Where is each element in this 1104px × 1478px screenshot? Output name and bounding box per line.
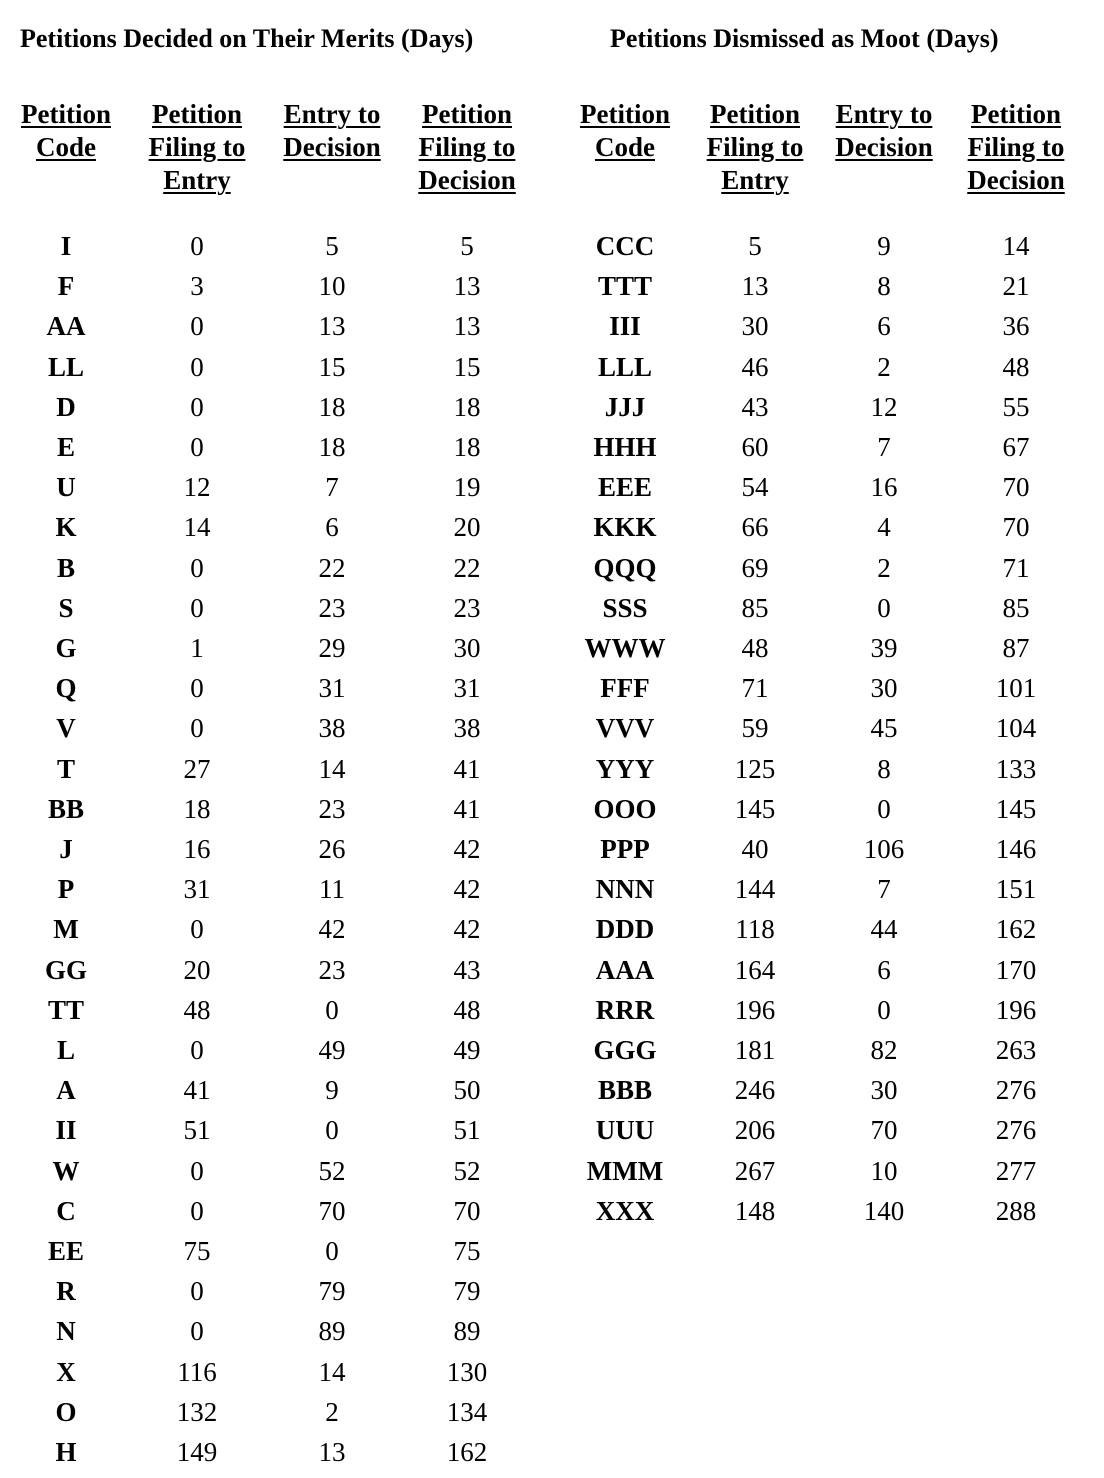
petition-code-cell: JJJ <box>604 391 646 422</box>
days-cell: 43 <box>741 391 769 422</box>
petition-code-cell: LLL <box>597 351 653 382</box>
table-row <box>560 789 1084 829</box>
days-cell: 0 <box>190 432 204 463</box>
days-cell: 66 <box>741 512 769 543</box>
petition-code-cell: AA <box>46 311 86 342</box>
table-row <box>560 990 1084 1030</box>
days-cell: 0 <box>190 1316 204 1347</box>
petition-code-cell: DDD <box>595 914 655 945</box>
table-row <box>560 1110 1084 1150</box>
days-cell: 69 <box>741 552 769 583</box>
table-row <box>560 507 1084 547</box>
days-cell: 0 <box>190 713 204 744</box>
days-cell: 51 <box>183 1115 211 1146</box>
days-cell: 0 <box>190 231 204 261</box>
days-cell: 7 <box>877 874 891 905</box>
petition-code-cell: P <box>57 874 75 905</box>
days-cell: 15 <box>318 351 346 382</box>
days-cell: 60 <box>741 432 769 463</box>
petition-code-cell: K <box>55 512 77 543</box>
table-row <box>560 1030 1084 1070</box>
petition-code-cell: E <box>56 432 75 463</box>
petition-code-cell: B <box>56 552 75 583</box>
table-row <box>0 588 532 628</box>
days-cell: 146 <box>995 834 1037 865</box>
days-cell: 0 <box>190 391 204 422</box>
petition-code-cell: J <box>59 834 73 865</box>
days-cell: 2 <box>877 351 891 382</box>
petition-code-cell: SSS <box>602 592 648 623</box>
days-cell: 14 <box>318 1356 346 1387</box>
table-row <box>560 950 1084 990</box>
table-row <box>560 829 1084 869</box>
petition-code-cell: BB <box>47 793 85 824</box>
merits-header-code: Petition Code <box>21 99 111 162</box>
table-row <box>0 548 532 588</box>
days-cell: 48 <box>183 994 211 1025</box>
days-cell: 38 <box>453 713 481 744</box>
table-row <box>560 548 1084 588</box>
petition-code-cell: LL <box>47 351 85 382</box>
days-cell: 13 <box>741 271 769 302</box>
days-cell: 23 <box>318 793 346 824</box>
days-cell: 75 <box>183 1236 211 1267</box>
days-cell: 277 <box>995 1155 1037 1186</box>
days-cell: 0 <box>190 311 204 342</box>
days-cell: 27 <box>183 753 211 784</box>
days-cell: 0 <box>190 1035 204 1066</box>
days-cell: 134 <box>446 1396 488 1427</box>
petition-code-cell: S <box>58 592 74 623</box>
petition-code-cell: YYY <box>595 753 655 784</box>
table-row <box>560 226 1084 266</box>
table-row <box>0 427 532 467</box>
days-cell: 9 <box>877 231 891 261</box>
petition-code-cell: I <box>60 231 72 261</box>
days-cell: 23 <box>453 592 481 623</box>
days-cell: 42 <box>453 834 481 865</box>
table-row <box>0 829 532 869</box>
days-cell: 46 <box>741 351 769 382</box>
days-cell: 13 <box>318 1437 346 1468</box>
petition-code-cell: OOO <box>593 793 657 824</box>
petition-code-cell: L <box>56 1035 75 1066</box>
days-cell: 162 <box>446 1437 488 1468</box>
days-cell: 8 <box>877 753 891 784</box>
days-cell: 0 <box>190 914 204 945</box>
days-cell: 30 <box>870 673 898 704</box>
days-cell: 267 <box>734 1155 776 1186</box>
days-cell: 85 <box>1002 592 1030 623</box>
petition-code-cell: GG <box>44 954 87 985</box>
days-cell: 0 <box>325 1115 339 1146</box>
days-cell: 50 <box>453 1075 481 1106</box>
petition-code-cell: NNN <box>595 874 655 905</box>
days-cell: 206 <box>734 1115 776 1146</box>
days-cell: 51 <box>453 1115 481 1146</box>
petition-code-cell: O <box>55 1396 77 1427</box>
days-cell: 116 <box>177 1356 217 1387</box>
table-row <box>560 588 1084 628</box>
petition-code-cell: T <box>56 753 75 784</box>
table-row <box>560 708 1084 748</box>
days-cell: 140 <box>863 1195 905 1226</box>
petition-code-cell: VVV <box>595 713 655 744</box>
days-cell: 75 <box>453 1236 481 1267</box>
days-cell: 70 <box>453 1195 481 1226</box>
days-cell: 31 <box>183 874 211 905</box>
days-cell: 52 <box>453 1155 481 1186</box>
table-row <box>560 467 1084 507</box>
table-row <box>560 749 1084 789</box>
moot-table <box>560 98 1084 1231</box>
days-cell: 5 <box>325 231 339 261</box>
merits-header-filing-to-decision: Petition Filing to Decision <box>418 99 516 195</box>
moot-header-filing-to-entry: Petition Filing to Entry <box>706 99 804 195</box>
days-cell: 31 <box>318 673 346 704</box>
table-row <box>560 387 1084 427</box>
table-row <box>560 266 1084 306</box>
petition-code-cell: PPP <box>600 834 650 865</box>
days-cell: 15 <box>453 351 481 382</box>
table-row <box>0 507 532 547</box>
table-row <box>560 306 1084 346</box>
days-cell: 82 <box>870 1035 898 1066</box>
table-row <box>560 869 1084 909</box>
days-cell: 0 <box>190 1276 204 1307</box>
petition-code-cell: BBB <box>597 1075 653 1106</box>
days-cell: 276 <box>995 1075 1037 1106</box>
days-cell: 246 <box>734 1075 776 1106</box>
days-cell: 19 <box>453 472 481 503</box>
table-row <box>560 1151 1084 1191</box>
days-cell: 41 <box>183 1075 211 1106</box>
days-cell: 0 <box>325 1236 339 1267</box>
days-cell: 181 <box>734 1035 776 1066</box>
table-row <box>0 1231 532 1271</box>
table-row <box>0 909 532 949</box>
petition-code-cell: F <box>57 271 75 302</box>
days-cell: 3 <box>190 271 204 302</box>
petition-code-cell: R <box>56 1276 76 1307</box>
petition-code-cell: H <box>55 1437 77 1468</box>
days-cell: 21 <box>1002 271 1030 302</box>
petition-code-cell: EE <box>47 1236 85 1267</box>
table-row <box>560 347 1084 387</box>
moot-header-code: Petition Code <box>580 99 670 162</box>
days-cell: 288 <box>995 1195 1037 1226</box>
days-cell: 36 <box>1002 311 1030 342</box>
petition-code-cell: II <box>55 1115 77 1146</box>
days-cell: 7 <box>877 432 891 463</box>
days-cell: 89 <box>318 1316 346 1347</box>
days-cell: 9 <box>325 1075 339 1106</box>
table-row <box>0 668 532 708</box>
days-cell: 0 <box>877 592 891 623</box>
petition-code-cell: GGG <box>593 1035 657 1066</box>
days-cell: 18 <box>453 391 481 422</box>
days-cell: 20 <box>183 954 211 985</box>
days-cell: 132 <box>176 1396 218 1427</box>
days-cell: 70 <box>1002 512 1030 543</box>
petition-code-cell: A <box>56 1075 76 1106</box>
days-cell: 48 <box>1002 351 1030 382</box>
petition-code-cell: M <box>53 914 79 945</box>
table-row <box>560 909 1084 949</box>
days-cell: 12 <box>183 472 211 503</box>
table-row <box>560 668 1084 708</box>
days-cell: 31 <box>453 673 481 704</box>
days-cell: 0 <box>190 1195 204 1226</box>
table-row <box>0 226 532 266</box>
table-row <box>0 1271 532 1311</box>
moot-header-entry-to-decision: Entry to Decision <box>835 99 933 162</box>
days-cell: 18 <box>318 391 346 422</box>
merits-title: Petitions Decided on Their Merits (Days) <box>20 24 474 53</box>
table-row <box>0 1432 532 1472</box>
merits-header-entry-to-decision: Entry to Decision <box>283 99 381 162</box>
days-cell: 23 <box>318 592 346 623</box>
days-cell: 10 <box>318 271 346 302</box>
petition-code-cell: V <box>56 713 76 744</box>
days-cell: 70 <box>318 1195 346 1226</box>
petition-code-cell: EEE <box>597 472 653 503</box>
days-cell: 0 <box>877 793 891 824</box>
days-cell: 0 <box>190 552 204 583</box>
petition-code-cell: Q <box>55 673 77 704</box>
days-cell: 23 <box>318 954 346 985</box>
days-cell: 101 <box>995 673 1037 704</box>
petition-code-cell: QQQ <box>593 552 657 583</box>
days-cell: 22 <box>318 552 346 583</box>
days-cell: 162 <box>995 914 1037 945</box>
days-cell: 30 <box>870 1075 898 1106</box>
days-cell: 43 <box>453 954 481 985</box>
moot-body <box>560 226 1084 1231</box>
days-cell: 130 <box>446 1356 488 1387</box>
days-cell: 87 <box>1002 633 1030 664</box>
table-row <box>0 950 532 990</box>
days-cell: 2 <box>877 552 891 583</box>
petition-code-cell: TT <box>47 994 85 1025</box>
days-cell: 70 <box>1002 472 1030 503</box>
days-cell: 12 <box>870 391 898 422</box>
days-cell: 6 <box>877 311 891 342</box>
days-cell: 71 <box>1002 552 1030 583</box>
days-cell: 164 <box>734 954 776 985</box>
moot-title: Petitions Dismissed as Moot (Days) <box>610 24 999 53</box>
days-cell: 59 <box>741 713 769 744</box>
days-cell: 30 <box>453 633 481 664</box>
table-row <box>0 628 532 668</box>
days-cell: 2 <box>325 1396 339 1427</box>
table-row <box>0 749 532 789</box>
days-cell: 52 <box>318 1155 346 1186</box>
petition-code-cell: MMM <box>586 1155 664 1186</box>
days-cell: 40 <box>741 834 769 865</box>
days-cell: 71 <box>741 673 769 704</box>
days-cell: 48 <box>453 994 481 1025</box>
days-cell: 118 <box>735 914 775 945</box>
petition-code-cell: WWW <box>584 633 666 664</box>
petition-code-cell: FFF <box>600 673 650 704</box>
days-cell: 13 <box>453 311 481 342</box>
days-cell: 48 <box>741 633 769 664</box>
table-row <box>0 266 532 306</box>
merits-table <box>0 98 532 1472</box>
days-cell: 22 <box>453 552 481 583</box>
table-row <box>0 1311 532 1351</box>
days-cell: 106 <box>863 834 905 865</box>
merits-header-row <box>0 98 532 226</box>
days-cell: 16 <box>870 472 898 503</box>
days-cell: 79 <box>453 1276 481 1307</box>
petition-code-cell: AAA <box>595 954 655 985</box>
table-row <box>560 1070 1084 1110</box>
days-cell: 10 <box>870 1155 898 1186</box>
table-row <box>0 1392 532 1432</box>
days-cell: 67 <box>1002 432 1030 463</box>
days-cell: 89 <box>453 1316 481 1347</box>
days-cell: 133 <box>995 753 1037 784</box>
days-cell: 14 <box>318 753 346 784</box>
petition-code-cell: C <box>56 1195 76 1226</box>
petition-code-cell: XXX <box>595 1195 655 1226</box>
petition-code-cell: U <box>56 472 76 503</box>
petition-code-cell: UUU <box>595 1115 655 1146</box>
days-cell: 70 <box>870 1115 898 1146</box>
days-cell: 170 <box>995 954 1037 985</box>
table-row <box>0 387 532 427</box>
merits-header-filing-to-entry: Petition Filing to Entry <box>148 99 246 195</box>
days-cell: 148 <box>734 1195 776 1226</box>
table-row <box>0 789 532 829</box>
moot-header-filing-to-decision: Petition Filing to Decision <box>967 99 1065 195</box>
days-cell: 39 <box>870 633 898 664</box>
table-row <box>0 1352 532 1392</box>
days-cell: 0 <box>877 994 891 1025</box>
days-cell: 49 <box>453 1035 481 1066</box>
days-cell: 13 <box>318 311 346 342</box>
petition-code-cell: N <box>56 1316 76 1347</box>
days-cell: 6 <box>325 512 339 543</box>
petition-code-cell: TTT <box>597 271 653 302</box>
table-row <box>0 869 532 909</box>
days-cell: 85 <box>741 592 769 623</box>
petition-code-cell: CCC <box>595 231 655 261</box>
days-cell: 44 <box>870 914 898 945</box>
petition-code-cell: X <box>56 1356 76 1387</box>
table-row <box>560 628 1084 668</box>
table-row <box>560 1191 1084 1231</box>
days-cell: 276 <box>995 1115 1037 1146</box>
table-row <box>0 467 532 507</box>
petition-code-cell: KKK <box>593 512 657 543</box>
days-cell: 144 <box>734 874 776 905</box>
table-row <box>560 427 1084 467</box>
days-cell: 196 <box>734 994 776 1025</box>
days-cell: 42 <box>453 874 481 905</box>
petition-code-cell: D <box>56 391 76 422</box>
days-cell: 29 <box>318 633 346 664</box>
petition-code-cell: G <box>55 633 77 664</box>
days-cell: 41 <box>453 753 481 784</box>
days-cell: 26 <box>318 834 346 865</box>
days-cell: 0 <box>190 351 204 382</box>
days-cell: 45 <box>870 713 898 744</box>
days-cell: 54 <box>741 472 769 503</box>
days-cell: 104 <box>995 713 1037 744</box>
table-row <box>0 708 532 748</box>
petition-code-cell: III <box>609 311 641 342</box>
table-row <box>0 1030 532 1070</box>
days-cell: 145 <box>995 793 1037 824</box>
days-cell: 13 <box>453 271 481 302</box>
days-cell: 5 <box>748 231 762 261</box>
days-cell: 7 <box>325 472 339 503</box>
days-cell: 196 <box>995 994 1037 1025</box>
days-cell: 0 <box>190 673 204 704</box>
days-cell: 0 <box>325 994 339 1025</box>
moot-header-row <box>560 98 1084 226</box>
table-row <box>0 1110 532 1150</box>
days-cell: 149 <box>176 1437 218 1468</box>
days-cell: 145 <box>734 793 776 824</box>
petition-code-cell: HHH <box>593 432 657 463</box>
days-cell: 38 <box>318 713 346 744</box>
days-cell: 125 <box>734 753 776 784</box>
days-cell: 30 <box>741 311 769 342</box>
table-row <box>0 1070 532 1110</box>
days-cell: 20 <box>453 512 481 543</box>
table-row <box>0 990 532 1030</box>
days-cell: 1 <box>190 633 204 664</box>
days-cell: 6 <box>877 954 891 985</box>
petition-code-cell: RRR <box>595 994 655 1025</box>
days-cell: 0 <box>190 592 204 623</box>
days-cell: 4 <box>877 512 891 543</box>
days-cell: 49 <box>318 1035 346 1066</box>
days-cell: 14 <box>1002 231 1030 261</box>
days-cell: 42 <box>453 914 481 945</box>
table-row <box>0 306 532 346</box>
days-cell: 18 <box>453 432 481 463</box>
days-cell: 79 <box>318 1276 346 1307</box>
days-cell: 5 <box>460 231 474 261</box>
petition-code-cell: W <box>52 1155 80 1186</box>
merits-body <box>0 226 532 1472</box>
table-row <box>0 347 532 387</box>
days-cell: 11 <box>319 874 345 905</box>
days-cell: 18 <box>318 432 346 463</box>
days-cell: 16 <box>183 834 211 865</box>
days-cell: 8 <box>877 271 891 302</box>
days-cell: 151 <box>995 874 1037 905</box>
days-cell: 18 <box>183 793 211 824</box>
days-cell: 263 <box>995 1035 1037 1066</box>
table-row <box>0 1191 532 1231</box>
days-cell: 0 <box>190 1155 204 1186</box>
days-cell: 41 <box>453 793 481 824</box>
table-row <box>0 1151 532 1191</box>
days-cell: 14 <box>183 512 211 543</box>
days-cell: 55 <box>1002 391 1030 422</box>
days-cell: 42 <box>318 914 346 945</box>
